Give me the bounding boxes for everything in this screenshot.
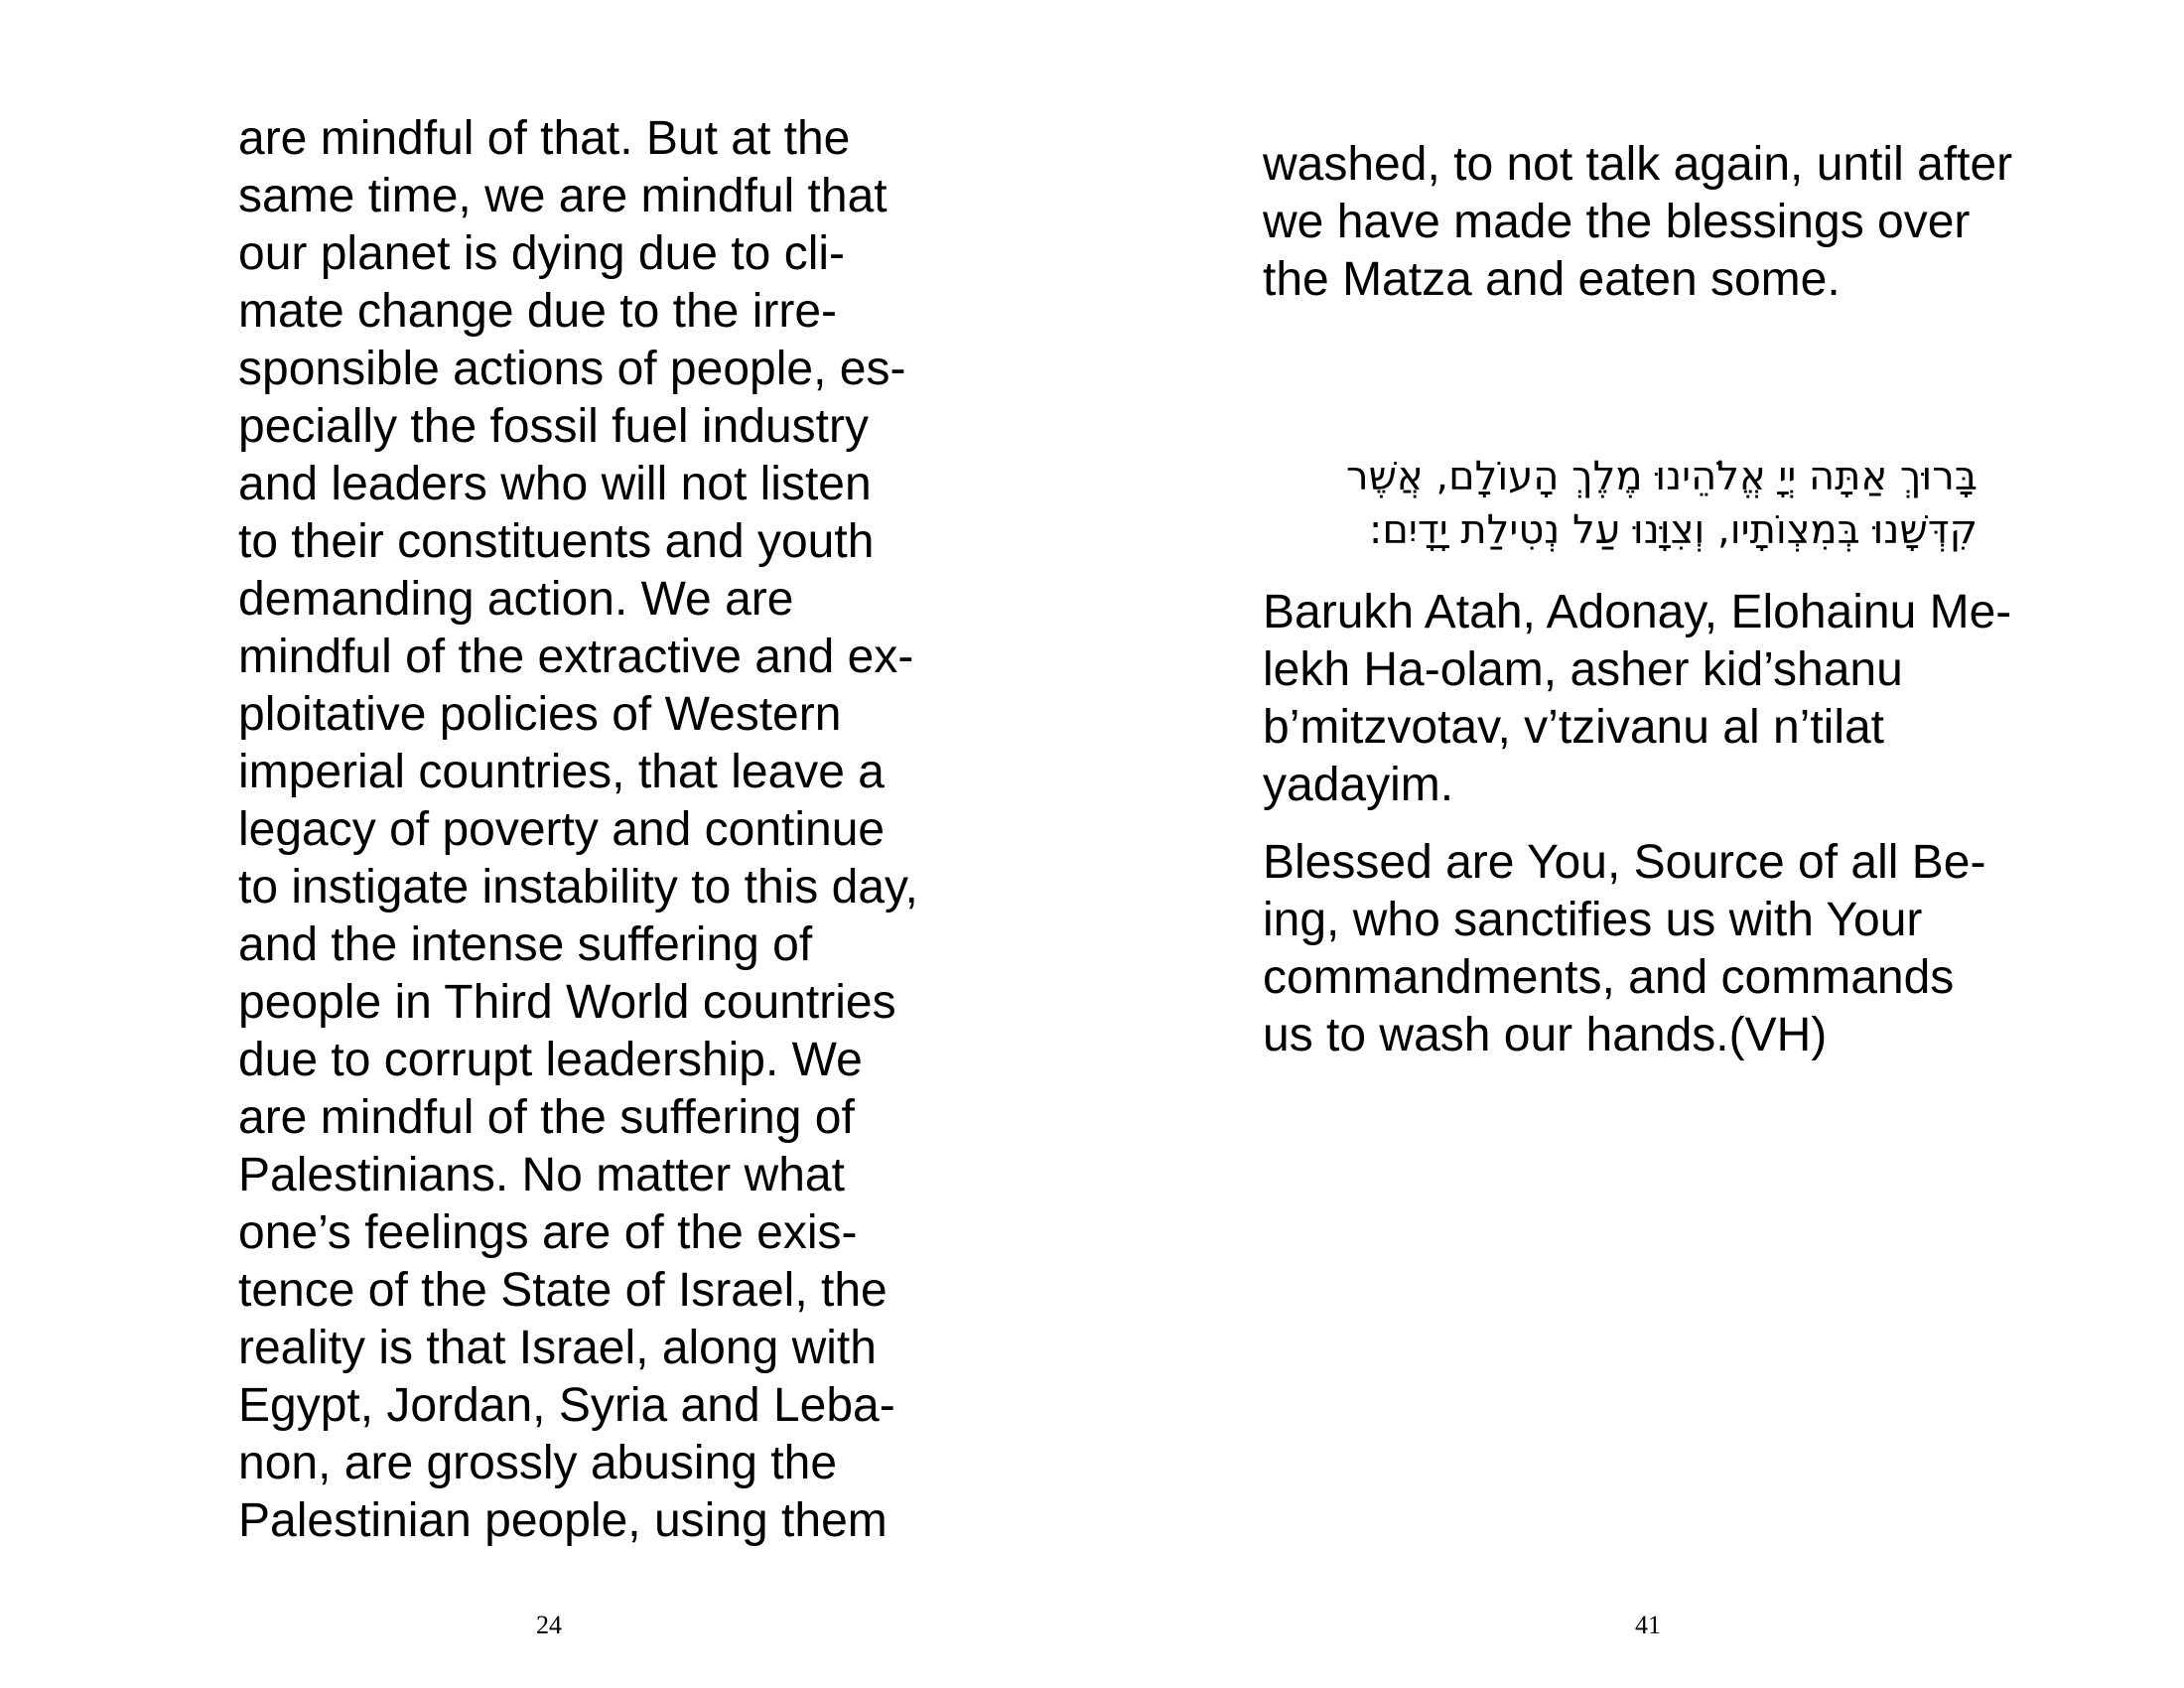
text-line: lekh Ha-olam, asher kid’shanu xyxy=(1263,643,1903,696)
text-line: tence of the State of Israel, the xyxy=(238,1264,887,1317)
hebrew-line: בָּרוּךְ אַתָּה יְיָ אֱלֹהֵינוּ מֶלֶךְ הָעוֹלָם, אֲשֶׁר xyxy=(1346,454,1978,499)
text-line: washed, to not talk again, until after xyxy=(1263,138,2013,191)
text-line: and leaders who will not listen xyxy=(238,458,872,510)
left-body-text xyxy=(238,110,993,1550)
text-line: Palestinian people, using them xyxy=(238,1494,887,1547)
text-line: ploitative policies of Western xyxy=(238,688,842,741)
text-line: are mindful of the suffering of xyxy=(238,1091,855,1144)
translation-text xyxy=(1263,834,2136,1064)
text-line: our planet is dying due to cli- xyxy=(238,227,846,280)
text-line: non, are grossly abusing the xyxy=(238,1437,838,1489)
text-line: Egypt, Jordan, Syria and Leba- xyxy=(238,1379,895,1432)
text-line: due to corrupt leadership. We xyxy=(238,1034,863,1086)
page-number-left: 24 xyxy=(536,1611,562,1639)
text-line: and the intense suffering of xyxy=(238,918,813,971)
text-line: ing, who sanctifies us with Your xyxy=(1263,894,1923,946)
text-line: the Matza and eaten some. xyxy=(1263,253,1841,306)
text-line: people in Third World countries xyxy=(238,976,896,1029)
text-line: yadayim. xyxy=(1263,759,1454,811)
text-line: b’mitzvotav, v’tzivanu al n’tilat xyxy=(1263,701,1885,754)
text-line: commandments, and commands xyxy=(1263,951,1955,1004)
hebrew-line: קִדְּשָׁנוּ בְּמִצְוֹתָיו, וְצִוָּנוּ עַל נְטִילַת יָדָיִם: xyxy=(1368,507,1978,553)
text-line: sponsible actions of people, es- xyxy=(238,343,906,395)
text-line: pecially the fossil fuel industry xyxy=(238,400,869,453)
text-line: us to wash our hands.(VH) xyxy=(1263,1009,1828,1061)
text-line: Blessed are You, Source of all Be- xyxy=(1263,836,1986,889)
transliteration-text xyxy=(1263,584,2136,814)
text-line: one’s feelings are of the exis- xyxy=(238,1206,858,1259)
right-intro-text xyxy=(1263,136,2136,309)
text-line: legacy of poverty and continue xyxy=(238,803,886,856)
text-line: mate change due to the irre- xyxy=(238,285,838,338)
text-line: demanding action. We are xyxy=(238,573,794,626)
text-line: same time, we are mindful that xyxy=(238,170,887,222)
text-line: to instigate instability to this day, xyxy=(238,861,918,914)
hebrew-blessing xyxy=(1263,450,1978,557)
text-line: Barukh Atah, Adonay, Elohainu Me- xyxy=(1263,586,2012,638)
text-line: mindful of the extractive and ex- xyxy=(238,631,914,683)
right-page xyxy=(1092,0,2184,1688)
text-line: we have made the blessings over xyxy=(1263,196,1971,248)
text-line: to their constituents and youth xyxy=(238,515,875,568)
text-line: imperial countries, that leave a xyxy=(238,746,885,798)
text-line: are mindful of that. But at the xyxy=(238,112,851,165)
page-number-right: 41 xyxy=(1635,1611,1661,1639)
text-line: Palestinians. No matter what xyxy=(238,1149,845,1201)
text-line: reality is that Israel, along with xyxy=(238,1322,877,1374)
